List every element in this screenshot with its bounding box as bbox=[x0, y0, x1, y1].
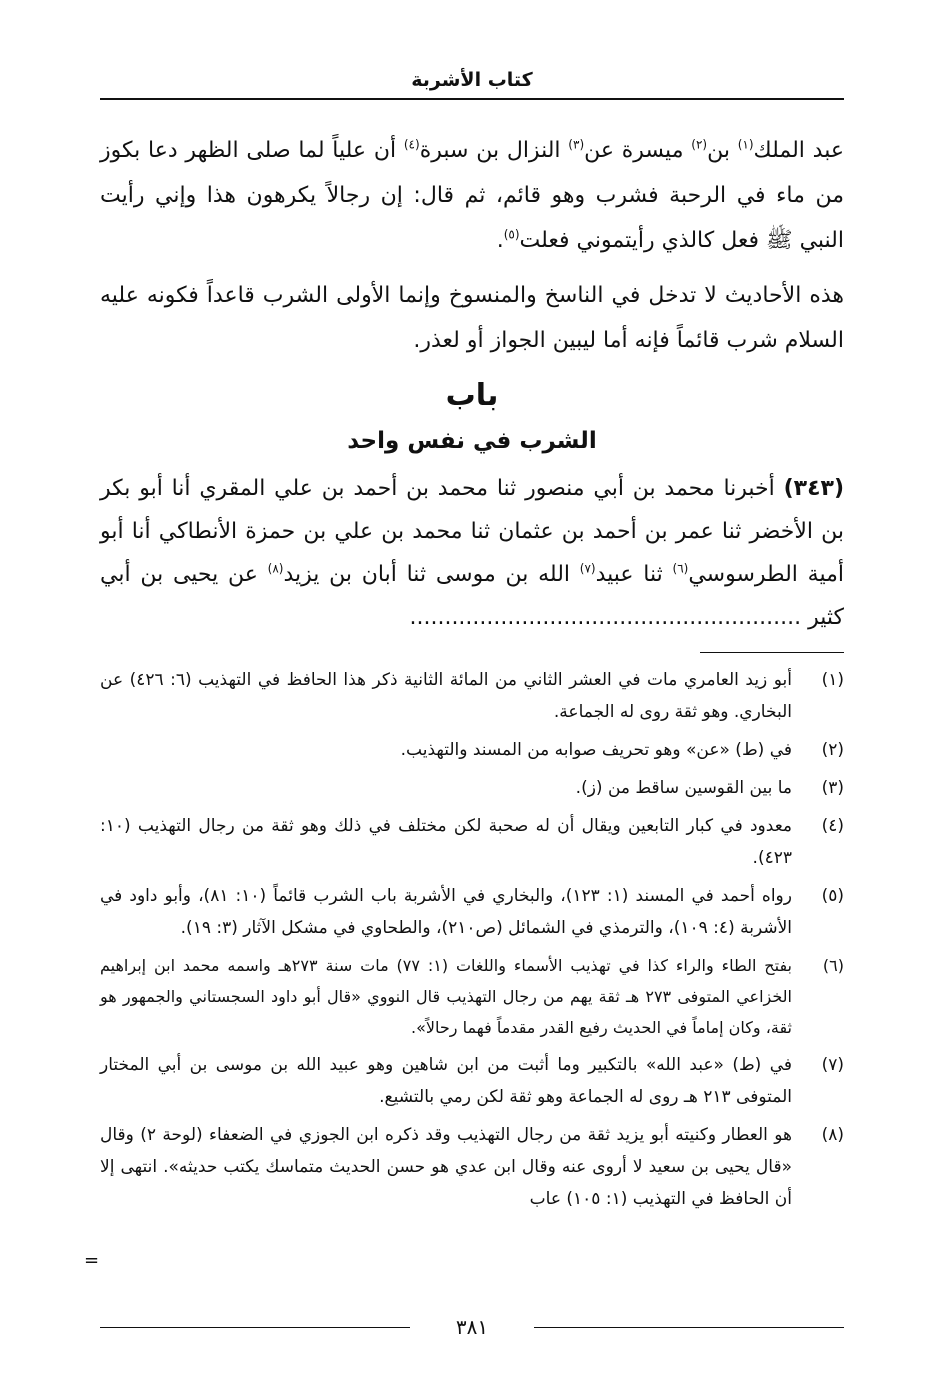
footnote bbox=[100, 880, 844, 944]
footnote-number: (١) bbox=[821, 670, 844, 690]
paragraph-1 bbox=[100, 128, 844, 263]
footnote-ref[interactable]: (٦) bbox=[672, 561, 689, 576]
footnote bbox=[100, 772, 844, 804]
footnote-number: (٣) bbox=[821, 778, 844, 798]
footnote-number: (٥) bbox=[821, 886, 844, 906]
footnote-number: (٨) bbox=[821, 1125, 844, 1145]
footer-rule-right bbox=[534, 1327, 844, 1328]
footnote bbox=[100, 1119, 844, 1215]
footnotes bbox=[100, 664, 844, 1221]
footnote-text: معدود في كبار التابعين ويقال أن له صحبة لكن مختلف في ذلك وهو ثقة من رجال التهذيب (١٠: ٤٢٣). bbox=[100, 816, 792, 868]
paragraph-2: هذه الأحاديث لا تدخل في الناسخ والمنسوخ وإنما الأولى الشرب قاعداً فكونه عليه السلام شرب قائماً فإنه أما ليبين الجواز أو لعذر. bbox=[100, 283, 844, 353]
footnote-text: رواه أحمد في المسند (١: ١٢٣)، والبخاري في الأشربة باب الشرب قائماً (١٠: ٨١)، وأبو داود في الأشربة (٤: ١٠٩)، والترمذي في الشمائل (ص٢١٠)، والطحاوي في مشكل الآثار (٣: ١٩). bbox=[100, 886, 792, 938]
footnote-text: في (ط) «عن» وهو تحريف صوابه من المسند والتهذيب. bbox=[400, 740, 792, 760]
footnote bbox=[100, 1049, 844, 1113]
footnote-ref[interactable]: (١) bbox=[737, 137, 754, 152]
text-run: النزال بن سبرة bbox=[419, 138, 569, 163]
footnote-number: (٤) bbox=[821, 816, 844, 836]
footnote-ref[interactable]: (٥) bbox=[503, 227, 520, 242]
footnote-number: (٦) bbox=[822, 956, 844, 975]
footnote-text: هو العطار وكنيته أبو يزيد ثقة من رجال التهذيب وقد ذكره ابن الجوزي في الضعفاء (لوحة ٢) وقال «قال يحيى بن سعيد لا أروى عنه وقال ابن عدي هو حسن الحديث متماسك يكتب حديثه». انتهى إلا أن الحافظ في التهذيب (١: ١٠٥) عاب bbox=[100, 1125, 793, 1209]
page-number: ٣٨١ bbox=[455, 1315, 489, 1339]
footnote-ref[interactable]: (٣) bbox=[568, 137, 585, 152]
text-run: أخبرنا محمد بن أبي منصور ثنا محمد بن أحمد بن علي المقري أنا أبو بكر بن الأخضر ثنا عمر بن أحمد بن عثمان ثنا محمد بن علي بن حمزة الأنطاكي أنا أبو أمية الطرسوسي bbox=[100, 476, 844, 587]
text-run: . bbox=[496, 228, 504, 253]
text-run: ميسرة عن bbox=[584, 138, 692, 163]
footnote-ref[interactable]: (٨) bbox=[267, 561, 284, 576]
text-run: ثنا عبيد bbox=[595, 562, 673, 587]
footnote bbox=[100, 734, 844, 766]
footnote-ref[interactable]: (٤) bbox=[403, 137, 420, 152]
hadith-number: (٣٤٣) bbox=[783, 476, 844, 501]
running-title: كتاب الأشربة bbox=[100, 62, 844, 100]
text-run: عبد الملك bbox=[753, 138, 844, 163]
footnote-number: (٢) bbox=[821, 740, 844, 760]
footnote-ref[interactable]: (٢) bbox=[691, 137, 708, 152]
footnote bbox=[100, 664, 844, 728]
footnote-text: ما بين القوسين ساقط من (ز). bbox=[575, 778, 792, 798]
page-footer bbox=[100, 1312, 844, 1342]
continuation-mark: = bbox=[84, 1250, 100, 1271]
hadith-paragraph bbox=[100, 467, 844, 639]
text-run: بن bbox=[707, 138, 738, 163]
footnote-text: بفتح الطاء والراء كذا في تهذيب الأسماء واللغات (١: ٧٧) مات سنة ٢٧٣هـ واسمه محمد ابن إبراهيم الخزاعي المتوفى ٢٧٣ هـ ثقة يهم من رجال التهذيب قال النووي «قال أبو داود السجستاني والجمهور هو ثقة، وكان إماماً في الحديث رفيع القدر مقدماً فهما رحالاً». bbox=[100, 956, 792, 1037]
continuation-dots: ........................................................ bbox=[409, 605, 802, 630]
footnote bbox=[100, 810, 844, 874]
footnote-text: أبو زيد العامري مات في العشر الثاني من المائة الثانية ذكر هذا الحافظ في التهذيب (٦: ٤٢٦) عن البخاري. وهو ثقة روى له الجماعة. bbox=[100, 670, 792, 722]
text-run: الله بن موسى ثنا أبان بن يزيد bbox=[283, 562, 580, 587]
footnote-ref[interactable]: (٧) bbox=[579, 561, 596, 576]
text-run: عن يحيى بن أبي كثير bbox=[100, 562, 844, 630]
footnote bbox=[100, 950, 844, 1043]
footnote-number: (٧) bbox=[821, 1055, 844, 1075]
chapter-subtitle: الشرب في نفس واحد bbox=[347, 428, 597, 454]
main-text bbox=[100, 128, 844, 639]
text-run: أن علياً لما صلى الظهر دعا بكوز من ماء في الرحبة فشرب وهو قائم، ثم قال: إن رجالاً يكرهون هذا وإني رأيت النبي ﷺ فعل كالذي رأيتموني فعلت bbox=[100, 138, 844, 253]
footnote-separator bbox=[700, 652, 844, 653]
chapter-title: باب bbox=[445, 378, 499, 413]
footnote-text: في (ط) «عبد الله» بالتكبير وما أثبت من ابن شاهين وهو عبيد الله بن موسى بن أبي المختار المتوفى ٢١٣ هـ روى له الجماعة وهو ثقة لكن رمي بالتشيع. bbox=[100, 1055, 792, 1107]
